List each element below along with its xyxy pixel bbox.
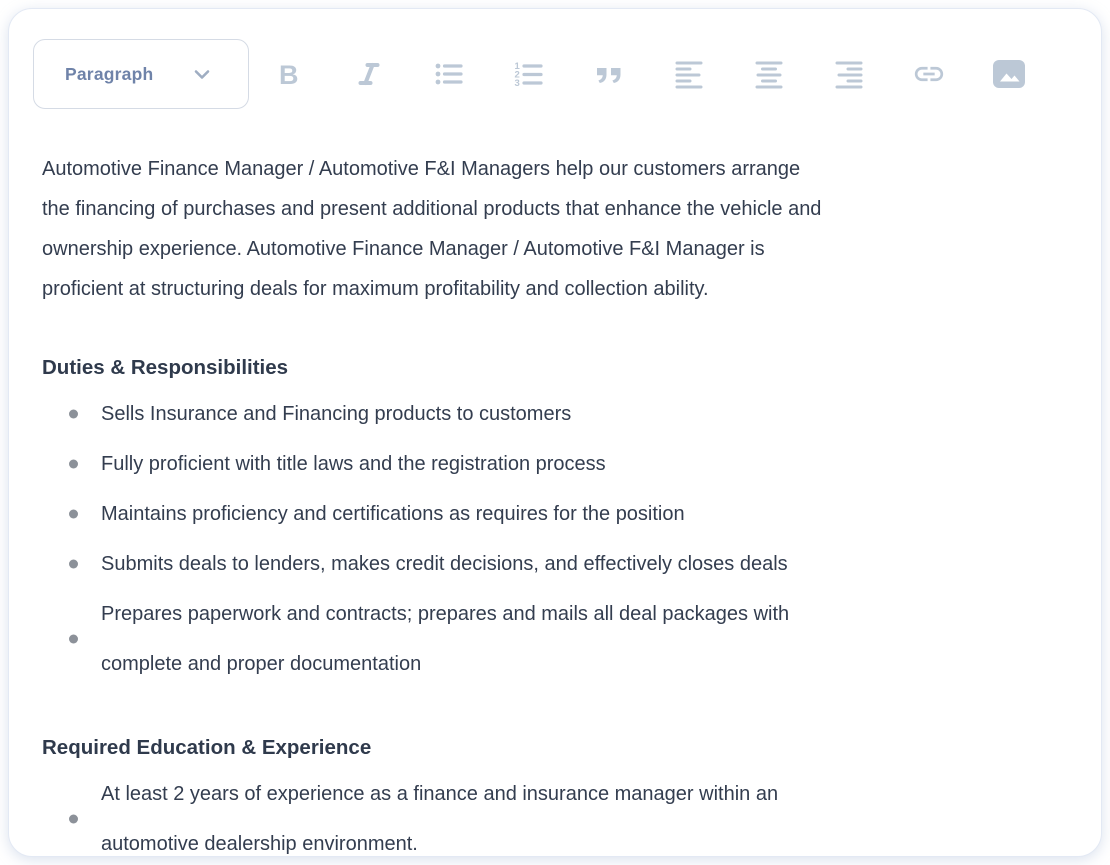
intro-paragraph: Automotive Finance Manager / Automotive F&I Managers help our customers arrange the financing of purchases and present additional products that enhance the vehicle and ownership experience. Automotive Finance Manager / Automotive F&I Manager is proficient at structuring deals for maximum profitability and collection ability. xyxy=(42,158,822,300)
image-icon xyxy=(989,57,1029,91)
editor-content-area[interactable] xyxy=(9,149,1101,857)
list-item-text: Fully proficient with title laws and the registration process xyxy=(101,453,606,475)
list-item xyxy=(42,589,1068,689)
list-item xyxy=(42,389,1068,439)
list-item xyxy=(42,439,1068,489)
sections xyxy=(42,353,1068,857)
editor-toolbar xyxy=(9,9,1101,109)
paragraph-style-label: Paragraph xyxy=(65,63,154,84)
link-button[interactable] xyxy=(889,39,969,109)
list-item-text: Prepares paperwork and contracts; prepares and mails all deal packages with complete and proper documentation xyxy=(101,603,790,675)
bullet-list xyxy=(42,769,1068,857)
ordered-list-button[interactable] xyxy=(489,39,569,109)
unordered-list-icon xyxy=(433,58,465,90)
svg-text:2: 2 xyxy=(514,69,520,81)
svg-text:3: 3 xyxy=(514,78,520,89)
align-right-button[interactable] xyxy=(809,39,889,109)
list-item-text: Maintains proficiency and certifications as requires for the position xyxy=(101,503,685,525)
section-heading: Required Education & Experience xyxy=(42,736,372,759)
list-item-text: At least 2 years of experience as a finance and insurance manager within an automotive dealership environment. xyxy=(101,783,779,855)
align-left-button[interactable] xyxy=(649,39,729,109)
align-center-button[interactable] xyxy=(729,39,809,109)
image-button[interactable] xyxy=(969,39,1049,109)
content-section xyxy=(42,353,1068,689)
chevron-down-icon xyxy=(190,62,214,86)
list-item xyxy=(42,489,1068,539)
align-center-icon xyxy=(753,58,785,90)
align-left-icon xyxy=(673,58,705,90)
align-right-icon xyxy=(833,58,865,90)
bold-button[interactable] xyxy=(249,39,329,109)
section-heading: Duties & Responsibilities xyxy=(42,356,289,379)
list-item xyxy=(42,539,1068,589)
rich-text-editor-card xyxy=(8,8,1102,857)
italic-button[interactable] xyxy=(329,39,409,109)
blockquote-icon xyxy=(593,58,625,90)
unordered-list-button[interactable] xyxy=(409,39,489,109)
bullet-list xyxy=(42,389,1068,689)
content-section xyxy=(42,733,1068,857)
bold-icon xyxy=(273,58,305,90)
ordered-list-icon xyxy=(513,58,545,90)
paragraph-style-dropdown[interactable] xyxy=(33,39,249,109)
list-item-text: Submits deals to lenders, makes credit decisions, and effectively closes deals xyxy=(101,553,788,575)
link-icon xyxy=(912,57,946,91)
svg-text:1: 1 xyxy=(514,61,520,72)
svg-text:B: B xyxy=(279,60,299,90)
list-item xyxy=(42,769,1068,857)
list-item-text: Sells Insurance and Financing products to customers xyxy=(101,403,572,425)
italic-icon xyxy=(353,58,385,90)
blockquote-button[interactable] xyxy=(569,39,649,109)
